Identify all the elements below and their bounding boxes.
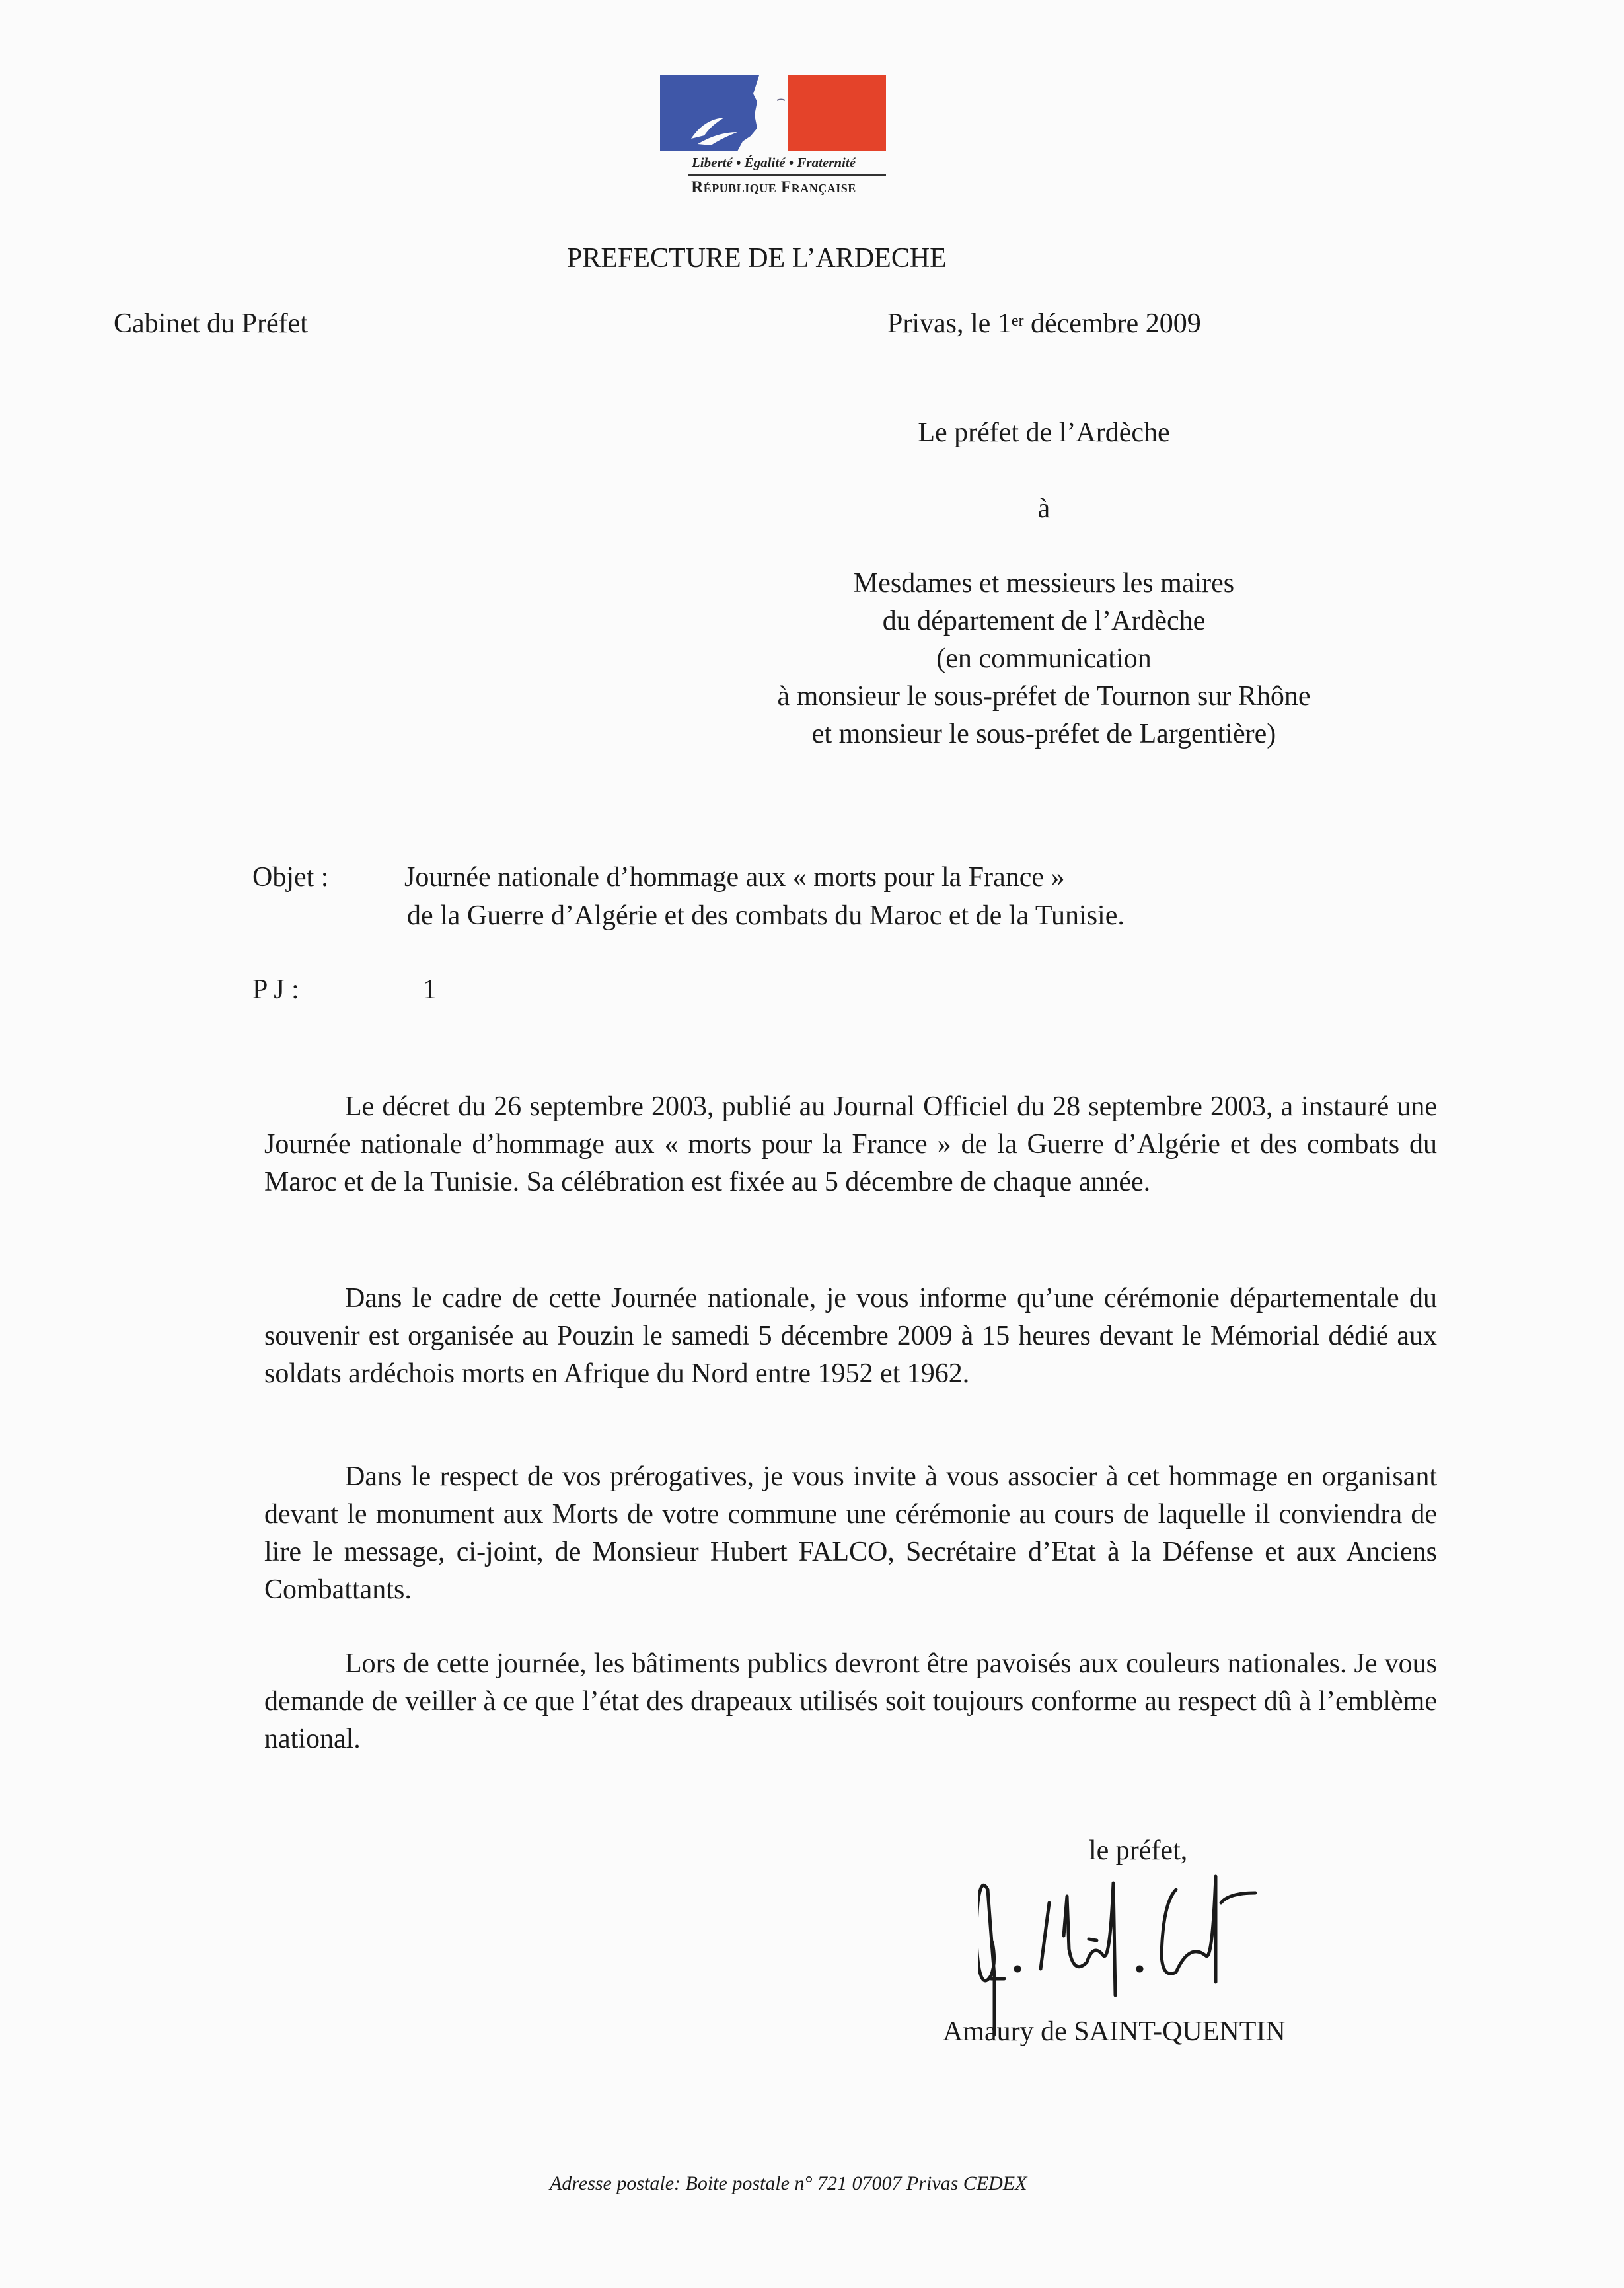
subject-label: Objet : [252,862,329,893]
date-ordinal: er [1011,313,1024,330]
attachments-label: P J : [252,975,299,1005]
paragraph-text: Dans le cadre de cette Journée nationale, je vous informe qu’une cérémonie départementale du souvenir est organisée au Pouzin le samedi 5 décembre 2009 à 15 heures devant le Mémorial dédié aux soldats ardéchois morts en Afrique du Nord entre 1952 et 1962. [264,1283,1437,1389]
republique-francaise-logo [658,73,889,211]
letter-date [887,305,1201,343]
signatory-name: Amaury de SAINT-QUENTIN [943,2016,1286,2047]
date-prefix: Privas, le 1 [887,309,1012,339]
body-paragraph [264,1280,1437,1393]
recipient-line: et monsieur le sous-préfet de Largentière) [811,719,1276,749]
attachments-count: 1 [423,975,437,1005]
paragraph-text: Lors de cette journée, les bâtiments publics devront être pavoisés aux couleurs nationales. Je vous demande de veiller à ce que l’état des drapeaux utilisés soit toujours conforme au respect dû à l’emblème national. [264,1648,1437,1754]
logo-motto: Liberté • Égalité • Fraternité [691,155,856,170]
signature-title: le préfet, [1089,1835,1188,1866]
subject-line: Journée nationale d’hommage aux « morts pour la France » [404,862,1065,893]
to-line: à [1037,494,1051,524]
sender-line: Le préfet de l’Ardèche [918,418,1170,448]
recipient-block [681,565,1407,753]
recipient-line: Mesdames et messieurs les maires [853,568,1235,599]
recipient-line: à monsieur le sous-préfet de Tournon sur Rhône [777,681,1311,712]
paragraph-text: Le décret du 26 septembre 2003, publié au Journal Officiel du 28 septembre 2003, a instauré une Journée nationale d’hommage aux « morts pour la France » de la Guerre d’Algérie et des combats du Maroc et de la Tunisie. Sa célébration est fixée au 5 décembre de chaque année. [264,1091,1437,1197]
subject-line: de la Guerre d’Algérie et des combats du Maroc et de la Tunisie. [407,901,1125,931]
cabinet-label: Cabinet du Préfet [114,309,308,339]
logo-republique-francaise: République Française [691,178,856,196]
recipient-line: du département de l’Ardèche [882,606,1206,636]
body-paragraph [264,1645,1437,1758]
prefecture-title: PREFECTURE DE L’ARDECHE [567,243,947,274]
paragraph-text: Dans le respect de vos prérogatives, je vous invite à vous associer à cet hommage en organisant devant le monument aux Morts de votre commune une cérémonie au cours de laquelle il conviendra de lire le message, ci-joint, de Monsieur Hubert FALCO, Secrétaire d’Etat à la Défense et aux Anciens Combattants. [264,1461,1437,1605]
flag-red-panel [788,75,886,151]
marianne-hair-icon [684,112,757,149]
body-paragraph [264,1458,1437,1609]
logo-divider [688,174,886,176]
body-paragraph [264,1088,1437,1201]
recipient-line: (en communication [936,644,1152,674]
postal-address-footer: Adresse postale: Boite postale n° 721 07007 Privas CEDEX [550,2172,1027,2194]
date-suffix: décembre 2009 [1023,309,1201,339]
